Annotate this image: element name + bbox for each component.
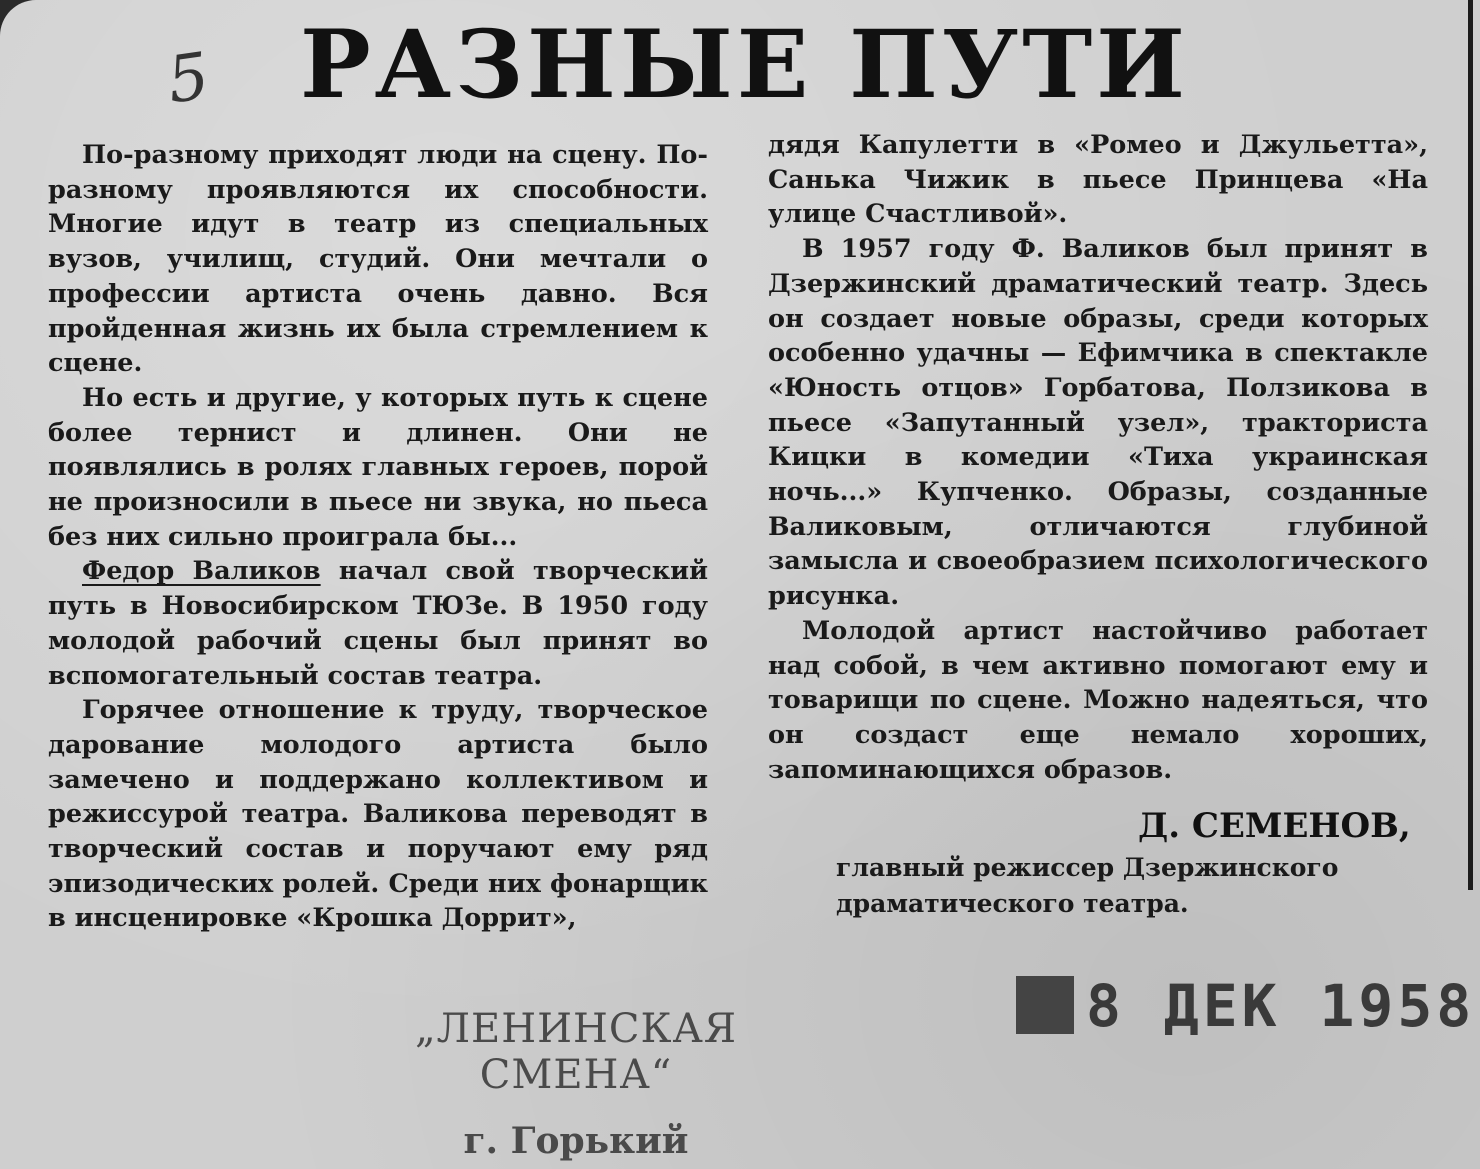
paragraph: В 1957 году Ф. Валиков был принят в Дзержинский драматический театр. Здесь он создает новые образы, среди которых особенно удачны — Ефимчика в спектакле «Юность отцов» Горбатова, Ползикова в пьесе «Запутанный узел», тракториста Кицки в комедии «Тиха украинская ночь...» Купченко. Образы, созданные Валиковым, отличаются глубиной замысла и своеобразием психологического рисунка. [768,234,1428,612]
author-title-line: драматического театра. [836,889,1189,918]
headline: РАЗНЫЕ ПУТИ [300,10,1189,120]
paragraph: По-разному приходят люди на сцену. По-разному проявляются их способности. Многие идут в театр из специальных вузов, училищ, студий. Они мечтали о профессии артиста очень давно. Вся пройденная жизнь их была стремлением к сцене. [48,140,708,379]
date-stamp [1016,972,1475,1040]
author-title-line: главный режиссер Дзержинского [836,853,1339,882]
column-rule [1468,0,1473,890]
article-right-column [768,128,1428,787]
paragraph: дядя Капулетти в «Ромео и Джульетта», Санька Чижик в пьесе Принцева «На улице Счастливой». [768,130,1428,230]
handwritten-number: 5 [163,39,214,119]
newspaper-name: „ЛЕНИНСКАЯ СМЕНА“ [414,1006,738,1098]
stamp-block-icon [1016,976,1074,1034]
paragraph: Горячее отношение к труду, творческое дарование молодого артиста было замечено и поддержано коллективом и режиссурой театра. Валикова переводят в творческий состав и поручают ему ряд эпизодических ролей. Среди них фонарщик в инсценировке «Крошка Доррит», [48,695,708,934]
paragraph [48,554,708,693]
stamp-date-text: 8 ДЕК 1958 [1086,972,1476,1040]
article-left-column [48,138,708,936]
newspaper-stamp [336,1006,816,1162]
newspaper-city: г. Горький [463,1120,689,1162]
author-name: Д. СЕМЕНОВ, [1138,806,1411,846]
paragraph: Но есть и другие, у которых путь к сцене более тернист и длинен. Они не появлялись в ролях главных героев, порой не произносили в пьесе ни звука, но пьеса без них сильно проиграла бы... [48,382,708,552]
underlined-name: Федор Валиков [82,556,321,587]
paragraph: Молодой артист настойчиво работает над собой, в чем активно помогают ему и товарищи по сцене. Можно надеяться, что он создаст еще немало хороших, запоминающихся образов. [768,615,1428,785]
paragraph-text: начал свой творческий путь в Новосибирском ТЮЗе. В 1950 году молодой рабочий сцены был принят во вспомогательный состав театра. [48,556,708,691]
author-title [836,850,1416,922]
